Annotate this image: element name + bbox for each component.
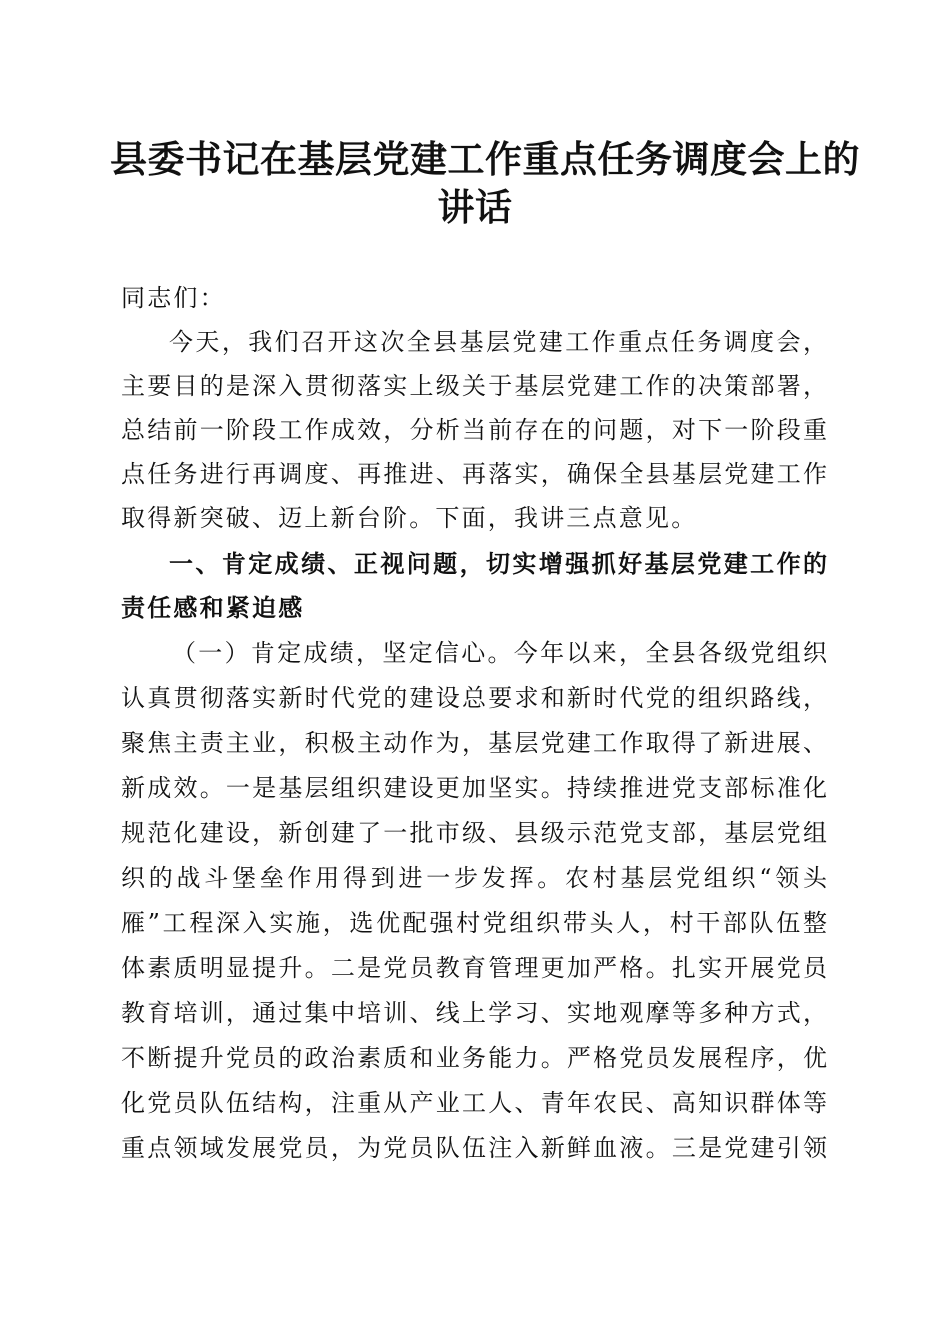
body-line: 不断提升党员的政治素质和业务能力。严格党员发展程序，优 [121, 1044, 827, 1072]
document-title-line-1: 县委书记在基层党建工作重点任务调度会上的 [110, 137, 860, 181]
document-title-line-2: 讲话 [437, 185, 513, 229]
body-line: 聚焦主责主业，积极主动作为，基层党建工作取得了新进展、 [121, 729, 827, 757]
body-line: 化党员队伍结构，注重从产业工人、青年农民、高知识群体等 [121, 1089, 827, 1117]
intro-line: 今天，我们召开这次全县基层党建工作重点任务调度会， [169, 328, 827, 356]
intro-line: 取得新突破、迈上新台阶。下面，我讲三点意见。 [121, 504, 698, 532]
body-line: 认真贯彻落实新时代党的建设总要求和新时代党的组织路线， [121, 684, 827, 712]
body-line: 雁”工程深入实施，选优配强村党组织带头人，村干部队伍整 [121, 909, 827, 937]
section-heading-line: 责任感和紧迫感 [121, 594, 305, 622]
body-line: 教育培训，通过集中培训、线上学习、实地观摩等多种方式， [121, 999, 827, 1027]
intro-line: 主要目的是深入贯彻落实上级关于基层党建工作的决策部署， [121, 372, 827, 400]
intro-line: 总结前一阶段工作成效，分析当前存在的问题，对下一阶段重 [121, 416, 827, 444]
body-line: （一）肯定成绩，坚定信心。今年以来，全县各级党组织 [172, 639, 827, 667]
body-line: 织的战斗堡垒作用得到进一步发挥。农村基层党组织“领头 [121, 864, 827, 892]
body-line: 体素质明显提升。二是党员教育管理更加严格。扎实开展党员 [121, 954, 827, 982]
salutation: 同志们： [121, 284, 226, 312]
body-line: 规范化建设，新创建了一批市级、县级示范党支部，基层党组 [121, 819, 827, 847]
intro-line: 点任务进行再调度、再推进、再落实，确保全县基层党建工作 [121, 460, 827, 488]
section-heading-line: 一、肯定成绩、正视问题，切实增强抓好基层党建工作的 [169, 550, 827, 578]
body-line: 新成效。一是基层组织建设更加坚实。持续推进党支部标准化 [121, 774, 827, 802]
body-line: 重点领域发展党员，为党员队伍注入新鲜血液。三是党建引领 [121, 1134, 827, 1162]
